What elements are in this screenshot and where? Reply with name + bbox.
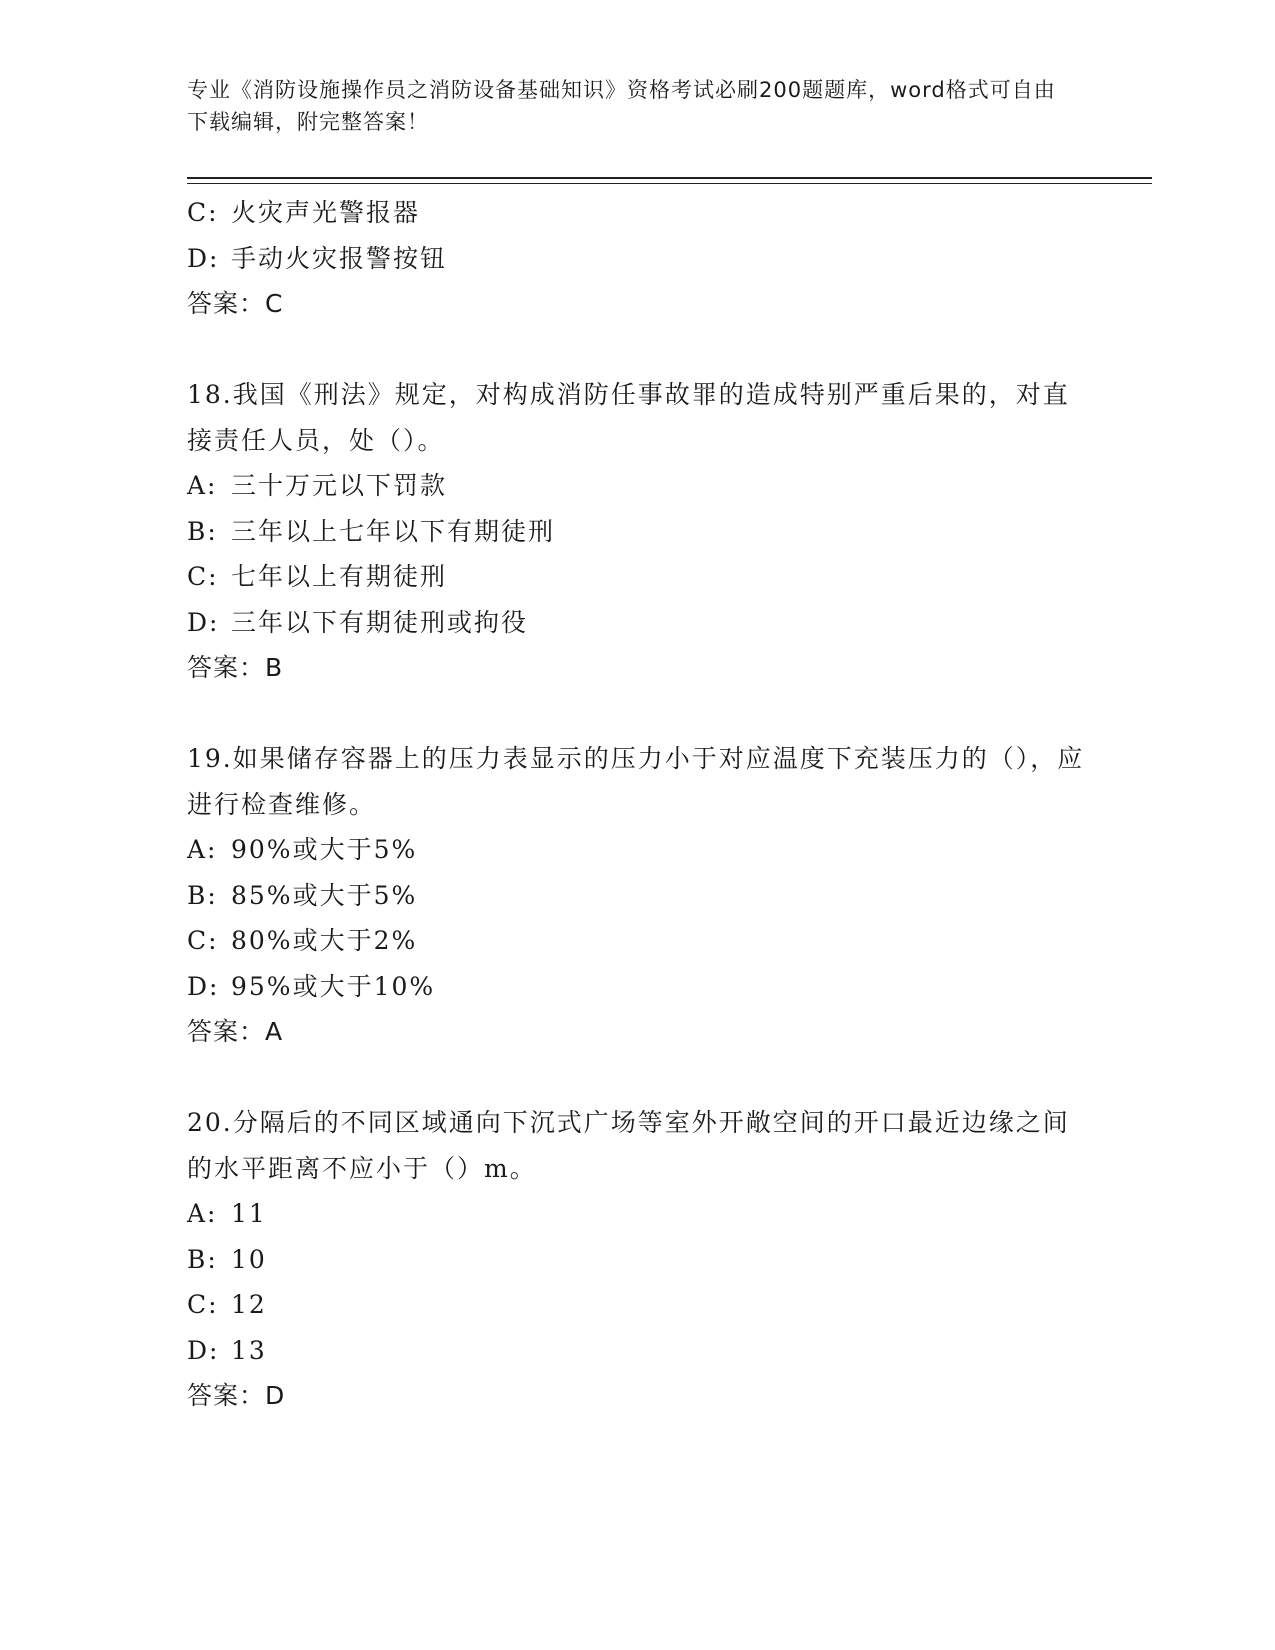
question-stem: 18.我国《刑法》规定，对构成消防任事故罪的造成特别严重后果的，对直接责任人员，处（）。 xyxy=(187,380,1070,455)
option-key: D: xyxy=(187,243,220,273)
option-key: A: xyxy=(187,835,218,864)
option-text: 12 xyxy=(231,1290,267,1319)
option-text: 11 xyxy=(231,1199,267,1228)
question-item xyxy=(187,736,1152,1055)
option-item xyxy=(187,873,1152,919)
option-text: 手动火灾报警按钮 xyxy=(231,243,448,273)
option-text: 三年以下有期徒刑或拘役 xyxy=(231,607,529,637)
option-item xyxy=(187,1237,1152,1283)
question-item xyxy=(187,1100,1152,1419)
spacer xyxy=(187,1055,1152,1101)
question-list xyxy=(187,190,1152,1419)
option-key: B: xyxy=(187,1244,218,1274)
option-key: B: xyxy=(187,516,218,546)
option-item xyxy=(187,918,1152,964)
option-text: 13 xyxy=(231,1335,267,1365)
header-divider-thin xyxy=(187,183,1152,184)
option-item xyxy=(187,964,1152,1010)
document-header: 专业《消防设施操作员之消防设备基础知识》资格考试必刷200题题库，word格式可自由下载编辑，附完整答案！ xyxy=(187,78,1056,134)
question-stem: 19.如果储存容器上的压力表显示的压力小于对应温度下充装压力的（），应进行检查维修。 xyxy=(187,744,1085,819)
spacer xyxy=(187,691,1152,737)
option-key: C: xyxy=(187,926,219,955)
question-stem: 20.分隔后的不同区域通向下沉式广场等室外开敞空间的开口最近边缘之间的水平距离不应小于（）m。 xyxy=(187,1108,1070,1183)
option-item xyxy=(187,190,1152,236)
option-key: D: xyxy=(187,1335,220,1365)
answer-line: 答案：D xyxy=(187,1381,286,1410)
option-key: B: xyxy=(187,880,218,910)
header-divider-thick xyxy=(187,177,1152,179)
option-item xyxy=(187,600,1152,646)
answer-line: 答案：C xyxy=(187,289,284,318)
option-key: D: xyxy=(187,607,220,637)
option-key: C: xyxy=(187,1290,219,1319)
option-item xyxy=(187,554,1152,600)
option-item xyxy=(187,827,1152,873)
answer-line: 答案：A xyxy=(187,1017,284,1046)
option-item xyxy=(187,509,1152,555)
option-text: 85%或大于5% xyxy=(231,880,418,910)
option-text: 七年以上有期徒刑 xyxy=(231,562,448,591)
option-item xyxy=(187,1328,1152,1374)
option-text: 火灾声光警报器 xyxy=(231,198,421,227)
option-key: A: xyxy=(187,471,218,500)
option-item xyxy=(187,1282,1152,1328)
option-item xyxy=(187,463,1152,509)
option-key: D: xyxy=(187,971,220,1001)
option-key: A: xyxy=(187,1199,218,1228)
question-item xyxy=(187,372,1152,691)
option-text: 80%或大于2% xyxy=(231,926,418,955)
spacer xyxy=(187,327,1152,373)
answer-line: 答案：B xyxy=(187,653,284,682)
option-item xyxy=(187,1191,1152,1237)
option-text: 10 xyxy=(231,1244,267,1274)
option-text: 三年以上七年以下有期徒刑 xyxy=(231,516,556,546)
option-text: 95%或大于10% xyxy=(231,971,436,1001)
option-item xyxy=(187,236,1152,282)
option-key: C: xyxy=(187,562,219,591)
option-text: 90%或大于5% xyxy=(231,835,418,864)
option-text: 三十万元以下罚款 xyxy=(231,471,448,500)
question-partial xyxy=(187,190,1152,327)
option-key: C: xyxy=(187,198,219,227)
